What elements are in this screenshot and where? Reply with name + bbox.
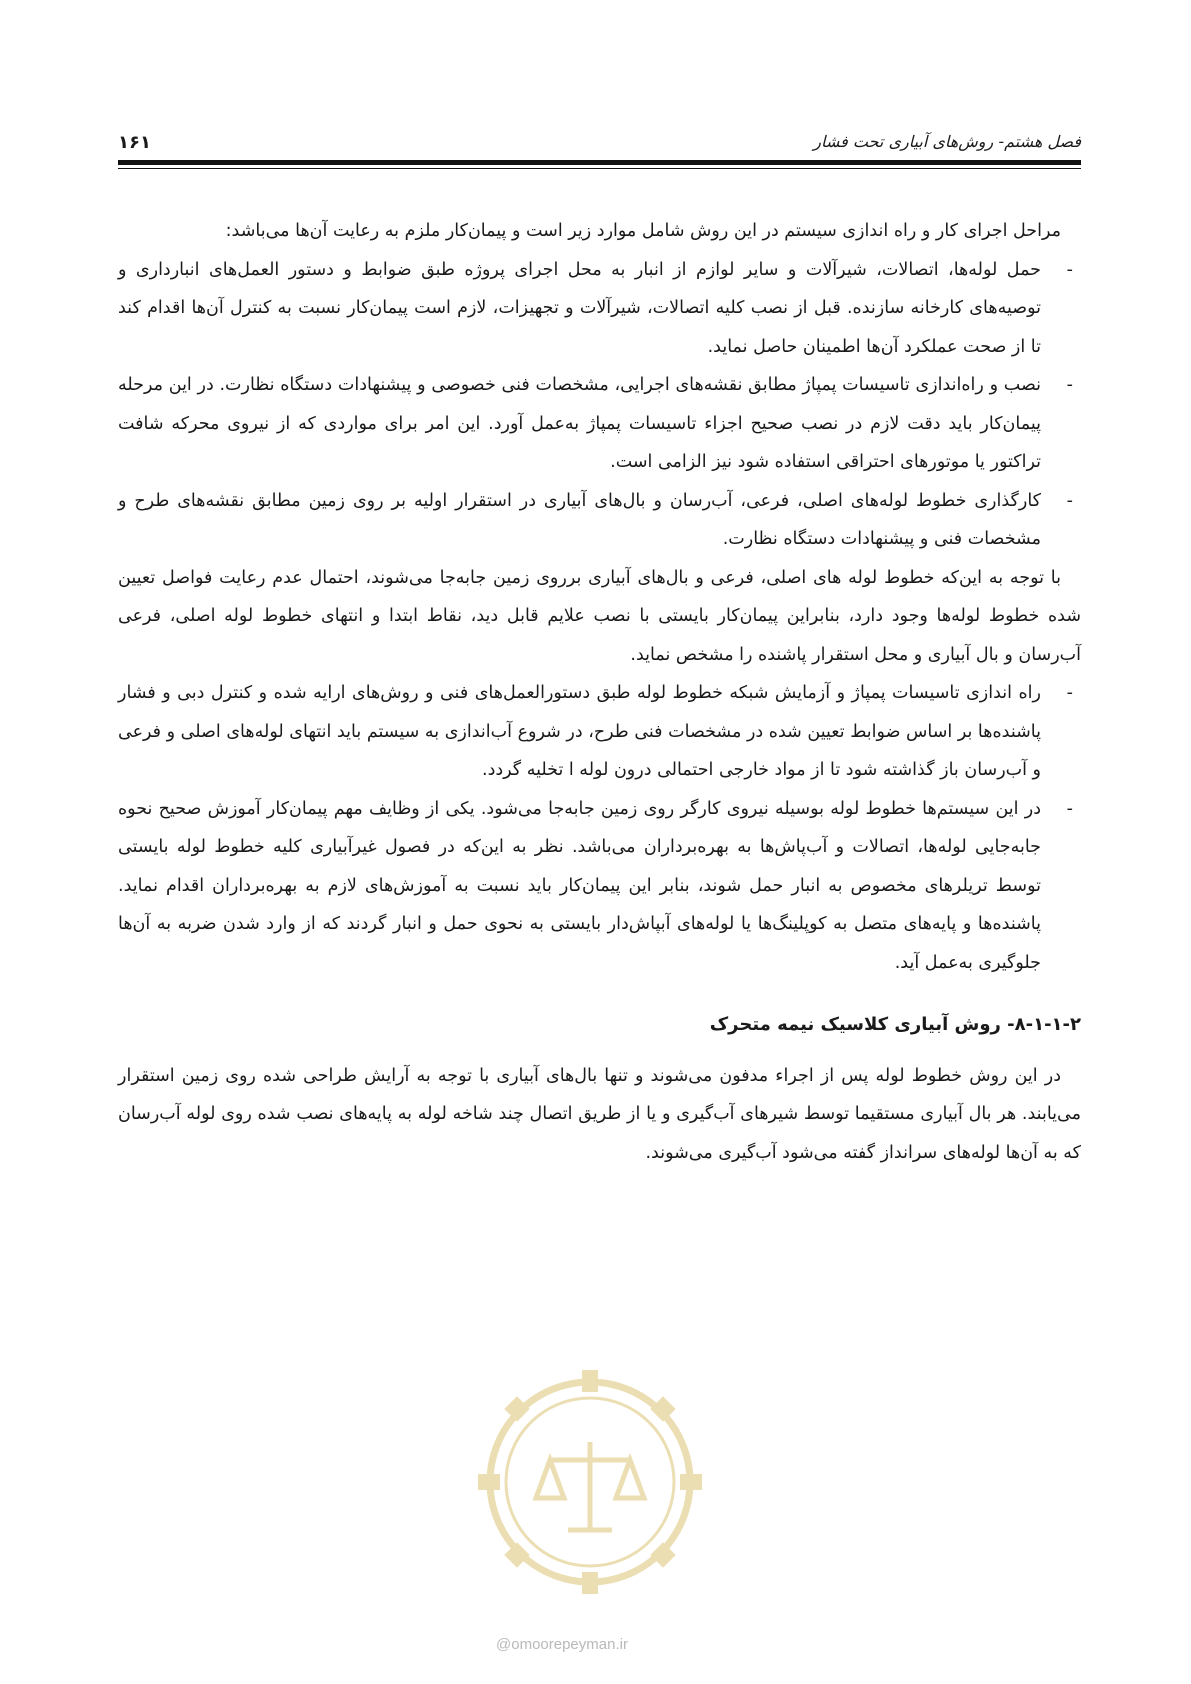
bullet-dash: - (1066, 375, 1073, 395)
list-item: - کارگذاری خطوط لوله‌های اصلی، فرعی، آب‌رسان و بال‌های آبیاری در استقرار اولیه بر روی زمین مطابق نقشه‌های طرح و مشخصات فنی و پیشنهادات دستگاه نظارت. (118, 482, 1081, 559)
bullet-dash: - (1066, 259, 1073, 280)
intro-paragraph: مراحل اجرای کار و راه اندازی سیستم در این روش شامل موارد زیر است و پیمان‌کار ملزم به رعایت آن‌ها می‌باشد: (225, 221, 1061, 241)
body-text (118, 212, 1081, 1172)
list-item: - نصب و راه‌اندازی تاسیسات پمپاژ مطابق نقشه‌های اجرایی، مشخصات فنی خصوصی و پیشنهادات دستگاه نظارت. در این مرحله پیمان‌کار باید دقت لازم در نصب صحیح اجزاء تاسیسات پمپاژ به‌عمل آورد. این امر برای مواردی که از نیروی محرکه شافت تراکتور یا موتورهای احتراقی استفاده شود نیز الزامی است. (118, 366, 1081, 482)
bullet-list-1 (118, 251, 1081, 559)
list-item: - راه اندازی تاسیسات پمپاژ و آزمایش شبکه خطوط لوله طبق دستورالعمل‌های فنی و روش‌های ارایه شده و کنترل دبی و فشار پاشنده‌ها بر اساس ضوابط تعیین شده در مشخصات فنی طرح، در شروع آب‌اندازی به سیستم باید انتهای لوله‌های اصلی و فرعی و آب‌رسان باز گذاشته شود تا از مواد خارجی احتمالی درون لوله ا تخلیه گردد. (118, 674, 1081, 790)
watermark-seal-icon (470, 1362, 710, 1602)
list-item: - در این سیستم‌ها خطوط لوله بوسیله نیروی کارگر روی زمین جابه‌جا می‌شود. یکی از وظایف مهم پیمان‌کار آموزش صحیح نحوه جابه‌جایی لوله‌ها، اتصالات و آب‌پاش‌ها به بهره‌برداران می‌باشد. نظر به این‌که در فصول غیرآبیاری کلیه خطوط لوله بایستی توسط تریلرهای مخصوص به انبار حمل شوند، بنابر این پیمان‌کار باید نسبت به آموزش‌های لازم به بهره‌برداران اقدام نماید. پاشنده‌ها و پایه‌های متصل به کوپلینگ‌ها یا لوله‌های آبپاش‌دار بایستی به نحوی حمل و انبار گردند که از وارد شدن ضربه به آن‌ها جلوگیری به‌عمل آید. (118, 790, 1081, 983)
header-rule-thick (118, 160, 1081, 165)
section-heading: ۸-۱-۱-۲- روش آبیاری کلاسیک نیمه متحرک (709, 1014, 1081, 1035)
bullet-dash: - (1066, 798, 1073, 819)
middle-paragraph: با توجه به این‌که خطوط لوله های اصلی، فرعی و بال‌های آبیاری برروی زمین جابه‌جا می‌شوند، احتمال عدم رعایت فواصل تعیین شده خطوط لوله‌ها وجود دارد، بنابراین پیمان‌کار بایستی با نصب علایم قابل دید، نقاط ابتدا و انتهای خطوط لوله اصلی، فرعی آب‌رسان و بال آبیاری و محل استقرار پاشنده را مشخص نماید. (118, 567, 1081, 665)
bullet-list-2 (118, 674, 1081, 982)
at-icon: @ (496, 1636, 512, 1653)
bullet-dash: - (1066, 490, 1073, 511)
section-paragraph: در این روش خطوط لوله پس از اجراء مدفون می‌شوند و تنها بال‌های آبیاری با توجه به آرایش طراحی شده روی زمین استقرار می‌یابند. هر بال آبیاری مستقیما توسط شیرهای آب‌گیری و یا از طریق اتصال چند شاخه لوله به پایه‌های نصب شده روی لوله آب‌رسان که به آن‌ها لوله‌های سرانداز گفته می‌شود آب‌گیری می‌شوند. (118, 1065, 1081, 1163)
watermark-url: @omoorepeyman.ir (496, 1636, 628, 1653)
page-number: ۱۶۱ (118, 132, 151, 153)
list-item: - حمل لوله‌ها، اتصالات، شیرآلات و سایر لوازم از انبار به محل اجرای پروژه طبق ضوابط و دستور العمل‌های انبارداری و توصیه‌های کارخانه سازنده. قبل از نصب کلیه اتصالات، شیرآلات و تجهیزات، لازم است پیمان‌کار نسبت به کنترل آن‌ها اقدام کند تا از صحت عملکرد آن‌ها اطمینان حاصل نماید. (118, 251, 1081, 367)
header-rule-thin (118, 168, 1081, 169)
bullet-dash: - (1066, 683, 1073, 703)
chapter-title: فصل هشتم- روش‌های آبیاری تحت فشار (813, 132, 1081, 151)
page-header (118, 128, 1081, 158)
